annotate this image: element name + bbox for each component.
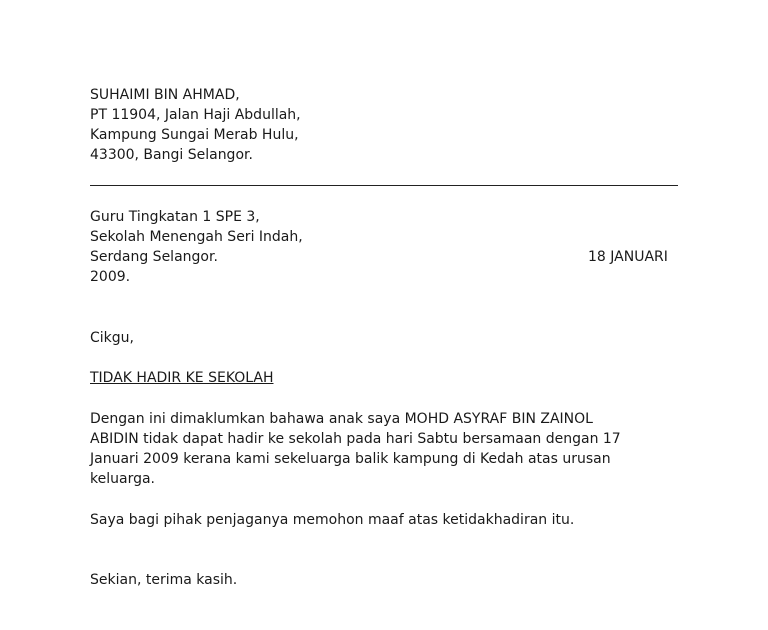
body-line: ABIDIN tidak dapat hadir ke sekolah pada hari Sabtu bersamaan dengan 17 (90, 431, 621, 447)
recipient-line: Serdang Selangor. (90, 249, 218, 265)
body-line: keluarga. (90, 471, 155, 487)
recipient-line: Guru Tingkatan 1 SPE 3, (90, 209, 260, 225)
body-paragraph-apology: Saya bagi pihak penjaganya memohon maaf atas ketidakhadiran itu. (90, 512, 575, 528)
salutation: Cikgu, (90, 330, 134, 346)
letter-subject: TIDAK HADIR KE SEKOLAH (90, 370, 274, 386)
recipient-line: Sekolah Menengah Seri Indah, (90, 229, 303, 245)
body-line: Januari 2009 kerana kami sekeluarga balik kampung di Kedah atas urusan (90, 451, 611, 467)
sender-address-line: 43300, Bangi Selangor. (90, 147, 253, 163)
closing: Sekian, terima kasih. (90, 572, 238, 588)
sender-address-line: Kampung Sungai Merab Hulu, (90, 127, 299, 143)
letter-date-year: 2009. (90, 269, 131, 285)
header-divider (90, 185, 678, 186)
sender-address-line: PT 11904, Jalan Haji Abdullah, (90, 107, 301, 123)
sender-name: SUHAIMI BIN AHMAD, (90, 87, 240, 103)
body-line: Dengan ini dimaklumkan bahawa anak saya MOHD ASYRAF BIN ZAINOL (90, 411, 593, 427)
letter-date-day-month: 18 JANUARI (588, 249, 668, 265)
